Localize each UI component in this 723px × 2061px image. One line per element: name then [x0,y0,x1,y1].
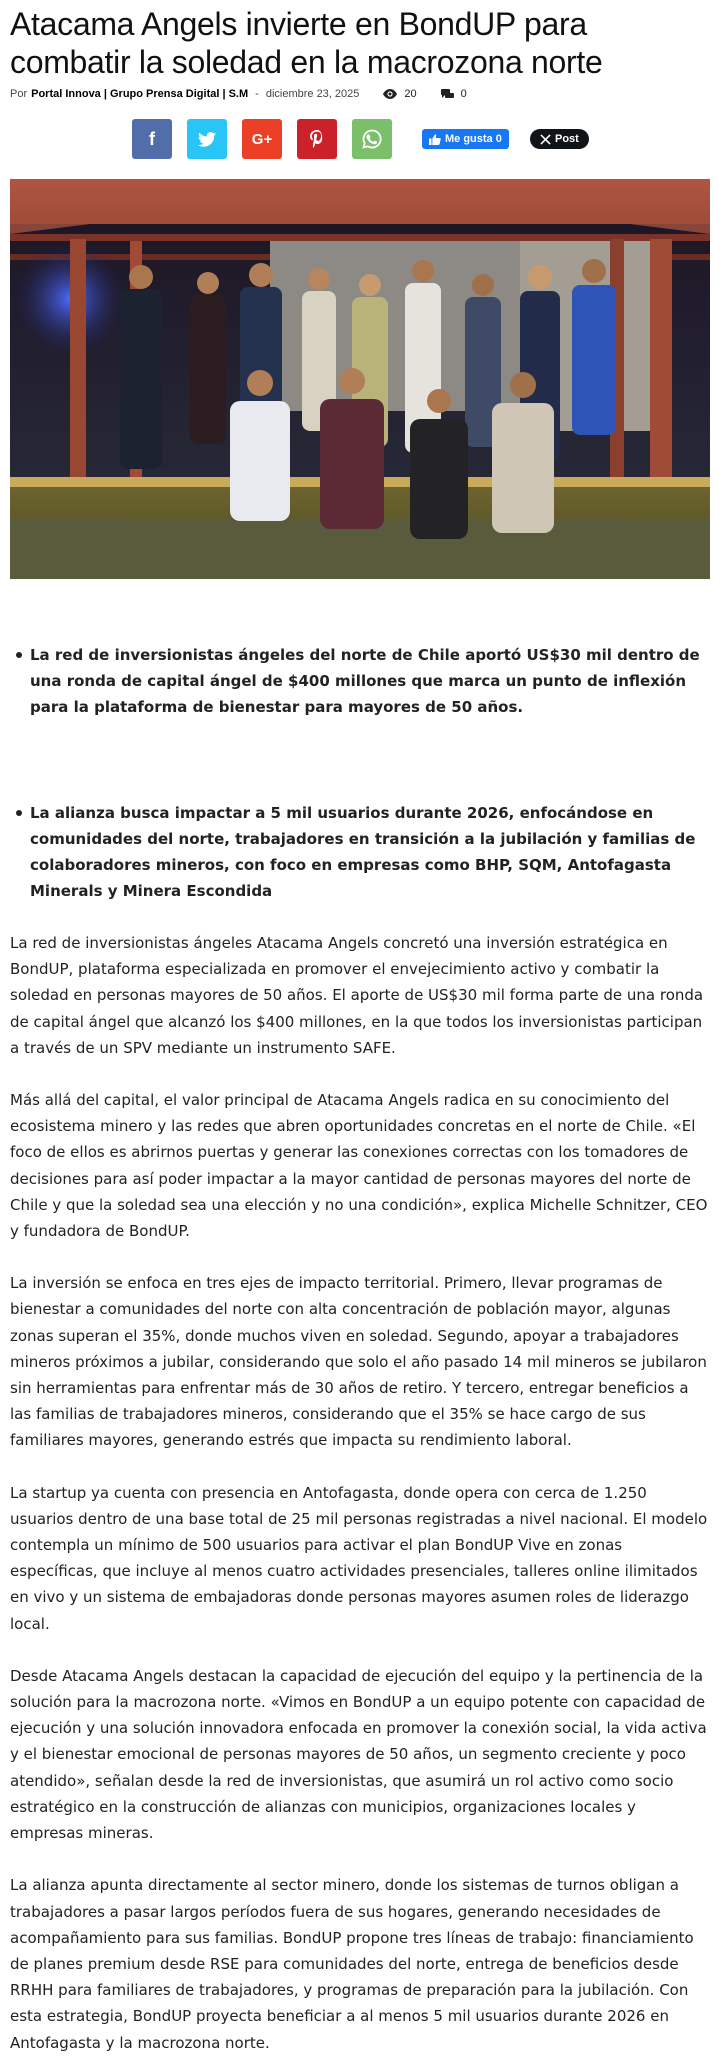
twitter-share-button[interactable] [187,119,227,159]
pinterest-icon [310,130,324,148]
highlight-item: La red de inversionistas ángeles del norte de Chile aportó US$30 mil dentro de una ronda de capital ángel de $400 millones que marca un punto de inflexión para la plataforma de bienestar para mayores de 50 años. [10,642,710,720]
like-label: Me gusta 0 [445,133,502,145]
meta-separator: - [255,88,259,100]
article-title: Atacama Angels invierte en BondUP para combatir la soledad en la macrozona norte [10,6,603,80]
twitter-icon [198,132,216,147]
by-label: Por [10,88,28,100]
views-counter [383,88,416,100]
publish-date: diciembre 23, 2025 [265,88,360,100]
x-post-button[interactable] [530,129,589,149]
group-photo [10,179,710,579]
facebook-like-button[interactable] [422,129,509,149]
paragraph: La alianza apunta directamente al sector minero, donde los sistemas de turnos obligan a trabajadores a pasar largos períodos fuera de sus hogares, generando necesidades de acompañamiento para sus familias. BondUP propone tres líneas de trabajo: financiamiento de planes premium desde RSE para comunidades del norte, entrega de beneficios desde RRHH para familiares de trabajadores, y programas de preparación para la jubilación. Con esta estrategia, BondUP proyecta beneficiar a al menos 5 mil usuarios durante 2026 en Antofagasta y la macrozona norte. [10,1876,694,2052]
whatsapp-icon [362,129,382,149]
pinterest-share-button[interactable] [297,119,337,159]
paragraph: La startup ya cuenta con presencia en Antofagasta, donde opera con cerca de 1.250 usuarios dentro de una base total de 25 mil personas registradas a nivel nacional. El modelo contempla un mínimo de 500 usuarios para activar el plan BondUP Vive en zonas específicas, que incluye al menos cuatro actividades presenciales, talleres online ilimitados en vivo y un sistema de embajadoras donde personas mayores asumen roles de liderazgo local. [10,1483,708,1633]
article-body [10,930,712,2061]
article-meta [10,86,467,102]
post-label: Post [555,133,579,145]
highlight-item: La alianza busca impactar a 5 mil usuarios durante 2026, enfocándose en comunidades del norte, trabajadores en transición a la jubilación y familias de colaboradores mineros, con foco en empresas como BHP, SQM, Antofagasta Minerals y Minera Escondida [10,800,710,904]
comments-count: 0 [460,88,467,100]
paragraph: Desde Atacama Angels destacan la capacidad de ejecución del equipo y la pertinencia de la solución para la macrozona norte. «Vimos en BondUP a un equipo potente con capacidad de ejecución y una solución innovadora enfocada en promover la conexión social, la vida activa y el bienestar emocional de personas mayores de 50 años, un segmento creciente y poco atendido», señalan desde la red de inversionistas, que asumirá un rol activo como socio estratégico en la construcción de alianzas con municipios, organizaciones locales y empresas mineras. [10,1666,707,1843]
author-link[interactable]: Portal Innova | Grupo Prensa Digital | S.M [31,88,249,100]
google-plus-icon: G+ [251,130,273,148]
whatsapp-share-button[interactable] [352,119,392,159]
eye-icon [383,89,397,99]
comments-counter[interactable] [441,88,467,100]
comment-icon [441,89,454,100]
share-bar [132,118,407,160]
facebook-icon: f [149,128,155,149]
x-logo-icon [540,134,551,145]
paragraph: Más allá del capital, el valor principal de Atacama Angels radica en su conocimiento del ecosistema minero y las redes que abren oportunidades concretas en el norte de Chile. «El foco de ellos es abrirnos puertas y generar las conexiones correctas con los tomadores de decisiones para así poder impactar a la mayor cantidad de personas mayores del norte de Chile y que la soledad sea una elección y no una condición», explica Michelle Schnitzer, CEO y fundadora de BondUP. [10,1091,708,1241]
paragraph: La red de inversionistas ángeles Atacama Angels concretó una inversión estratégica en BondUP, plataforma especializada en promover el envejecimiento activo y combatir la soledad en personas mayores de 50 años. El aporte de US$30 mil forma parte de una ronda de capital ángel que alcanzó los $400 millones, en la que todos los inversionistas participan a través de un SPV mediante un instrumento SAFE. [10,934,704,1057]
google-plus-share-button[interactable] [242,119,282,159]
views-count: 20 [404,88,417,100]
thumbs-up-icon [429,134,441,145]
paragraph: La inversión se enfoca en tres ejes de impacto territorial. Primero, llevar programas de bienestar a comunidades del norte con alta concentración de población mayor, algunas zonas superan el 35%, donde muchos viven en soledad. Segundo, apoyar a trabajadores mineros próximos a jubilar, considerando que solo el año pasado 14 mil mineros se jubilaron sin herramientas para enfrentar más de 30 años de retiro. Y tercero, entregar beneficios a las familias de trabajadores mineros, considerando que el 35% se hace cargo de sus familiares mayores, generando estrés que impacta su rendimiento laboral. [10,1274,707,1450]
facebook-share-button[interactable] [132,119,172,159]
